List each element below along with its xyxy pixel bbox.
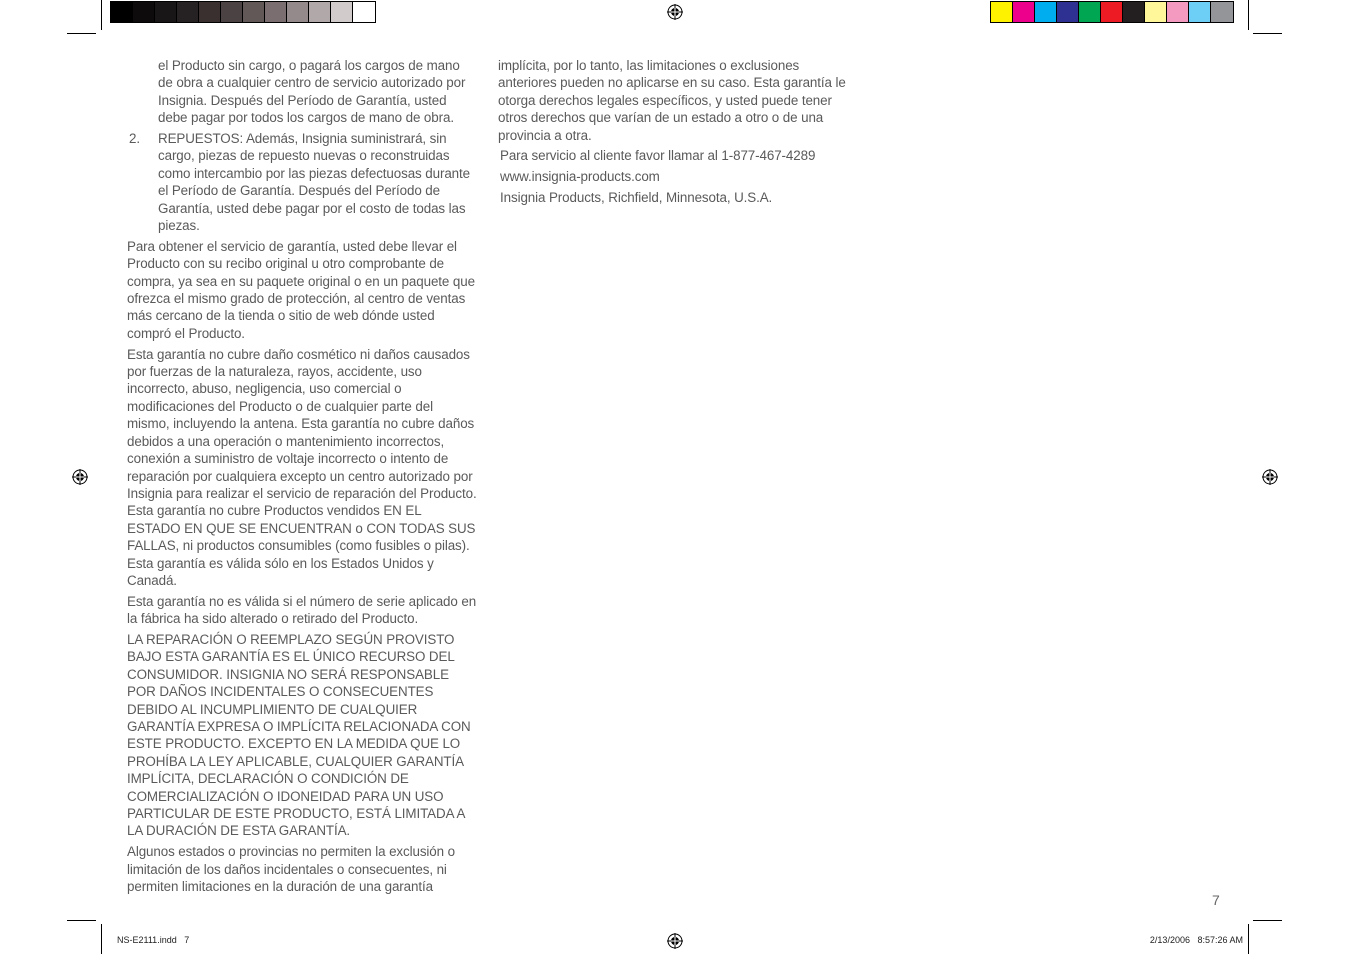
crop-mark-top-right-h <box>1253 33 1282 34</box>
not-covered-paragraph: Esta garantía no cubre daño cosmético ni daños causados por fuerzas de la naturaleza, rayos, accidente, uso incorrecto, abuso, negligencia, uso comercial o modificaciones del Producto o de cualquier parte del mismo, incluyendo la antena. Esta garantía no cubre daños debidos a una operación o mantenimiento incorrectos, conexión a suministro de voltaje incorrecto o intento de reparación por cualquiera excepto un centro autorizado por Insignia para realizar el servicio de reparación del Producto. Esta garantía no cubre Productos vendidos EN EL ESTADO EN QUE SE ENCUENTRAN o CON TODAS SUS FALLAS, ni productos consumibles (como fusibles o pilas). Esta garantía es válida sólo en los Estados Unidos y Canadá. <box>127 346 477 588</box>
limitation-caps-paragraph: LA REPARACIÓN O REEMPLAZO SEGÚN PROVISTO BAJO ESTA GARANTÍA ES EL ÚNICO RECURSO DEL CONSUMIDOR. INSIGNIA NO SERÁ RESPONSABLE POR DAÑOS INCIDENTALES O CONSECUENTES DEBIDO AL INCUMPLIMIENTO DE CUALQUIER GARANTÍA EXPRESA O IMPLÍCITA RELACIONADA CON ESTE PRODUCTO. EXCEPTO EN LA MEDIDA QUE LO PROHÍBA LA LEY APLICABLE, CUALQUIER GARANTÍA IMPLÍCITA, DECLARACIÓN O CONDICIÓN DE COMERCIALIZACIÓN O IDONEIDAD PARA UN USO PARTICULAR DE ESTE PRODUCTO, ESTÁ LIMITADA A LA DURACIÓN DE ESTA GARANTÍA. <box>127 631 471 839</box>
list-item-number: 2. <box>129 131 140 147</box>
customer-service-phone: Para servicio al cliente favor llamar al 1-877-467-4289 <box>500 148 816 164</box>
slug-file-name: NS-E2111.indd 7 <box>117 935 190 945</box>
implied-warranty-paragraph: implícita, por lo tanto, las limitaciones o exclusiones anteriores pueden no aplicarse en su caso. Esta garantía le otorga derechos legales específicos, y usted puede tener otros derechos que varían de un estado a otro o de una provincia a otra. <box>498 58 846 143</box>
warranty-labor-continued: el Producto sin cargo, o pagará los cargos de mano de obra a cualquier centro de servicio autorizado por Insignia. Después del Período de Garantía, usted debe pagar por todos los cargos de mano de obra. <box>158 58 466 126</box>
states-provinces-paragraph: Algunos estados o provincias no permiten la exclusión o limitación de los daños incidentales o consecuentes, ni permiten limitaciones en la duración de una garantía <box>127 844 455 895</box>
crop-mark-top-left-h <box>67 33 96 34</box>
color-swatch <box>1211 2 1233 22</box>
color-swatch <box>111 2 133 22</box>
list-item-text: REPUESTOS: Además, Insignia suministrará, sin cargo, piezas de repuesto nuevas o reconstruidas como intercambio por las piezas defectuosas durante el Período de Garantía. Después del Período de Garantía, usted debe pagar por el costo de todas las piezas. <box>158 131 470 234</box>
contact-block <box>498 147 848 206</box>
serial-number-paragraph: Esta garantía no es válida si el número de serie aplicado en la fábrica ha sido alterado o retirado del Producto. <box>127 593 477 627</box>
color-swatch <box>331 2 353 22</box>
gray-color-bar <box>110 1 376 23</box>
crop-mark-top-right-v <box>1248 0 1249 30</box>
crop-mark-bottom-right-v <box>1248 924 1249 954</box>
color-swatch <box>991 2 1013 22</box>
color-swatch <box>1057 2 1079 22</box>
obtain-service-paragraph: Para obtener el servicio de garantía, usted debe llevar el Producto con su recibo original u otro comprobante de compra, ya sea en su paquete original o en un paquete que ofrezca el mismo grado de protección, al centro de ventas más cercano de la tienda o sitio de web dónde usted compró el Producto. <box>127 238 475 341</box>
color-swatch <box>1035 2 1057 22</box>
color-swatch <box>1145 2 1167 22</box>
color-swatch <box>221 2 243 22</box>
crop-mark-bottom-left-h <box>67 920 96 921</box>
slug-datetime: 2/13/2006 8:57:26 AM <box>1149 935 1243 945</box>
color-swatch <box>1123 2 1145 22</box>
color-swatch <box>309 2 331 22</box>
process-color-bar <box>990 1 1234 23</box>
crop-mark-bottom-left-v <box>101 924 102 954</box>
color-swatch <box>177 2 199 22</box>
color-swatch <box>1079 2 1101 22</box>
crop-mark-bottom-right-h <box>1253 920 1282 921</box>
registration-mark-icon <box>1262 469 1278 485</box>
color-swatch <box>1167 2 1189 22</box>
company-address: Insignia Products, Richfield, Minnesota, U.S.A. <box>500 190 773 206</box>
registration-mark-icon <box>667 4 683 20</box>
color-swatch <box>1101 2 1123 22</box>
color-swatch <box>1013 2 1035 22</box>
color-swatch <box>287 2 309 22</box>
color-swatch <box>243 2 265 22</box>
color-swatch <box>265 2 287 22</box>
color-swatch <box>133 2 155 22</box>
crop-mark-top-left-v <box>101 0 102 30</box>
registration-mark-icon <box>667 933 683 949</box>
list-item-parts <box>127 130 477 234</box>
left-column <box>127 57 477 899</box>
right-column <box>498 57 848 210</box>
page-number: 7 <box>1212 892 1220 908</box>
color-swatch <box>353 2 375 22</box>
website-link: www.insignia-products.com <box>500 169 660 185</box>
color-swatch <box>1189 2 1211 22</box>
color-swatch <box>155 2 177 22</box>
registration-mark-icon <box>72 469 88 485</box>
color-swatch <box>199 2 221 22</box>
